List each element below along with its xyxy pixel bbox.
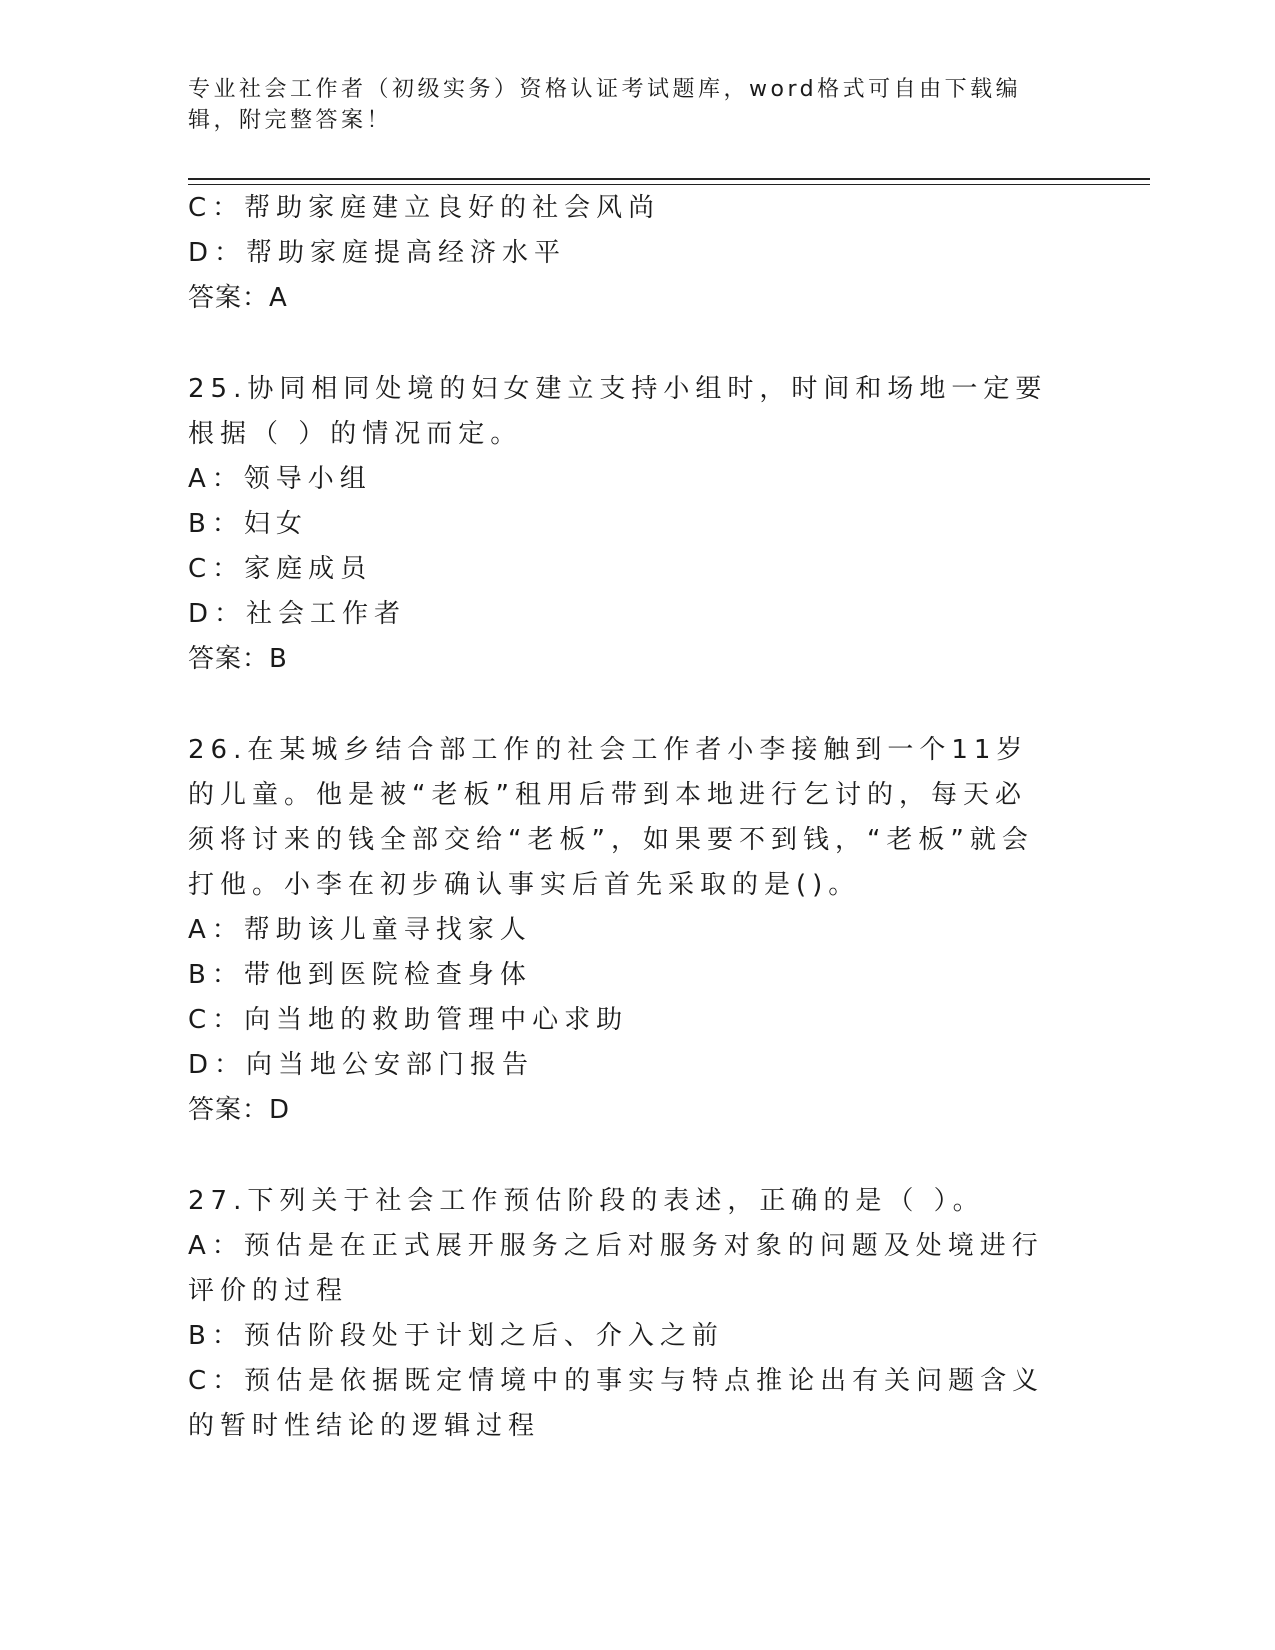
option-b: B：预估阶段处于计划之后、介入之前 — [188, 1321, 724, 1351]
option-d: D：向当地公安部门报告 — [188, 1050, 535, 1080]
question-25 — [188, 367, 1088, 682]
question-stem: 26.在某城乡结合部工作的社会工作者小李接触到一个11岁的儿童。他是被“老板”租用后带到本地进行乞讨的，每天必须将讨来的钱全部交给“老板”，如果要不到钱，“老板”就会打他。小李在初步确认事实后首先采取的是()。 — [188, 735, 1034, 900]
option-a: A：领导小组 — [188, 464, 372, 494]
document-body — [188, 186, 1088, 1449]
option-d: D：社会工作者 — [188, 599, 407, 629]
option-c: C：预估是依据既定情境中的事实与特点推论出有关问题含义的暂时性结论的逻辑过程 — [188, 1366, 1045, 1441]
question-24-continued — [188, 186, 1088, 321]
option-c: C：帮助家庭建立良好的社会风尚 — [188, 193, 661, 223]
option-c: C：向当地的救助管理中心求助 — [188, 1005, 629, 1035]
option-b: B：带他到医院检查身体 — [188, 960, 532, 990]
question-26 — [188, 728, 1088, 1133]
page-header: 专业社会工作者（初级实务）资格认证考试题库，word格式可自由下载编辑，附完整答案！ — [188, 77, 1022, 133]
answer: 答案：B — [188, 644, 288, 674]
option-d: D：帮助家庭提高经济水平 — [188, 238, 567, 268]
option-c: C：家庭成员 — [188, 554, 373, 584]
header-divider-thick — [188, 178, 1150, 180]
question-stem: 27.下列关于社会工作预估阶段的表述，正确的是（ ）。 — [188, 1186, 985, 1216]
answer: 答案：A — [188, 283, 288, 313]
header-divider-thin — [188, 184, 1150, 185]
option-b: B：妇女 — [188, 509, 308, 539]
question-stem: 25.协同相同处境的妇女建立支持小组时，时间和场地一定要根据（ ）的情况而定。 — [188, 374, 1048, 449]
option-a: A：帮助该儿童寻找家人 — [188, 915, 532, 945]
question-27 — [188, 1179, 1088, 1449]
option-a: A：预估是在正式展开服务之后对服务对象的问题及处境进行评价的过程 — [188, 1231, 1044, 1306]
answer: 答案：D — [188, 1095, 291, 1125]
